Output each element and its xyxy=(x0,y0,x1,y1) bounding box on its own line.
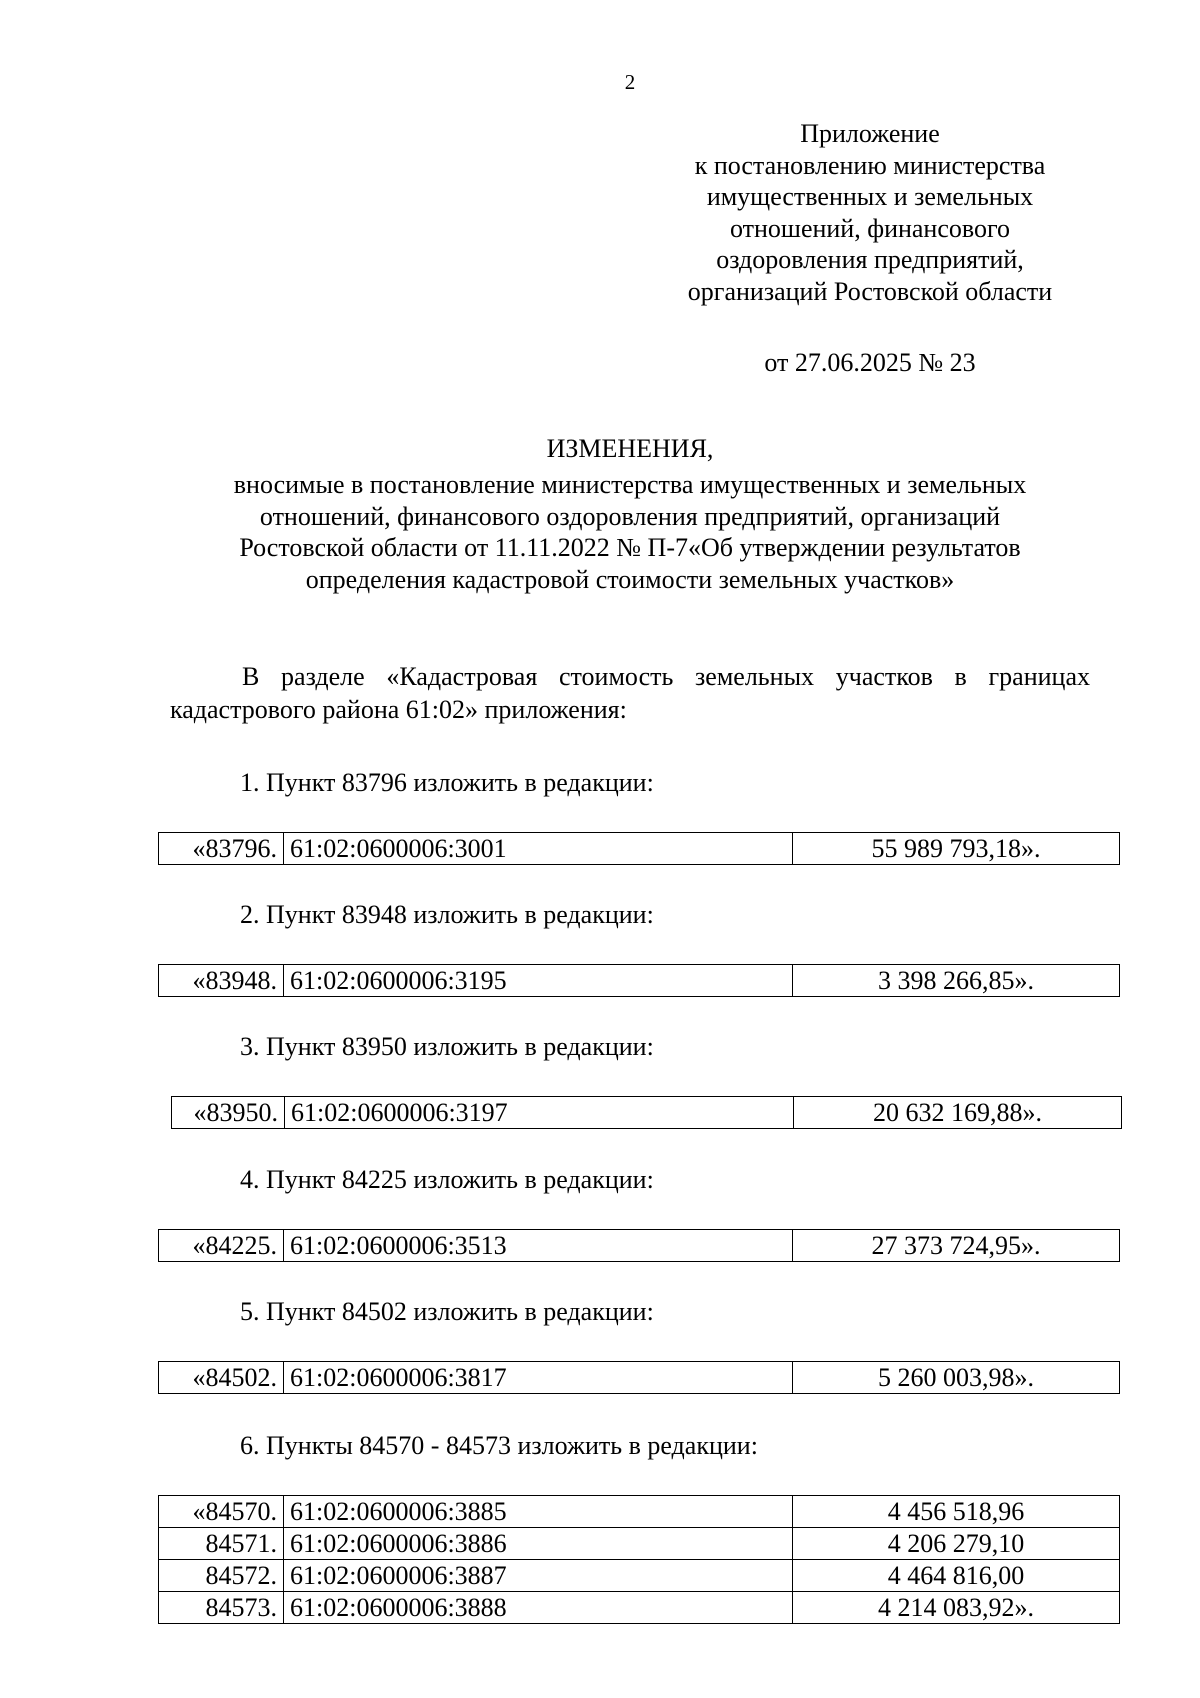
appendix-line: к постановлению министерства xyxy=(694,150,1046,180)
cadastral-value: 20 632 169,88». xyxy=(794,1097,1122,1129)
cadastral-number: 61:02:0600006:3886 xyxy=(284,1528,793,1560)
table-row xyxy=(159,965,1120,997)
cadastral-number: 61:02:0600006:3885 xyxy=(284,1496,793,1528)
subtitle-line: отношений, финансового оздоровления предприятий, организаций xyxy=(259,501,1001,531)
cadastral-value: 3 398 266,85». xyxy=(793,965,1120,997)
appendix-block xyxy=(650,118,1090,308)
appendix-line: Приложение xyxy=(800,119,940,148)
table-row xyxy=(159,1528,1120,1560)
row-number: «83948. xyxy=(159,965,284,997)
cadastral-value: 27 373 724,95». xyxy=(793,1230,1120,1262)
item-heading: 6. Пункты 84570 - 84573 изложить в редакции: xyxy=(240,1431,758,1460)
row-number: 84572. xyxy=(159,1560,284,1592)
table-row xyxy=(159,1496,1120,1528)
appendix-line: организаций Ростовской области xyxy=(687,276,1053,306)
row-number: 84573. xyxy=(159,1592,284,1624)
table-row xyxy=(159,1592,1120,1624)
cadastral-number: 61:02:0600006:3887 xyxy=(284,1560,793,1592)
cadastral-number: 61:02:0600006:3001 xyxy=(284,833,793,865)
cadastral-value: 55 989 793,18». xyxy=(793,833,1120,865)
item-heading: 3. Пункт 83950 изложить в редакции: xyxy=(240,1032,654,1061)
item-heading: 5. Пункт 84502 изложить в редакции: xyxy=(240,1297,654,1326)
subtitle-line: Ростовской области от 11.11.2022 № П-7«Об утверждении результатов xyxy=(239,533,1021,562)
subtitle-line: определения кадастровой стоимости земельных участков» xyxy=(305,564,955,594)
cadastral-value: 4 206 279,10 xyxy=(793,1528,1120,1560)
row-number: «83950. xyxy=(172,1097,285,1129)
row-number: «83796. xyxy=(159,833,284,865)
item-heading: 1. Пункт 83796 изложить в редакции: xyxy=(240,768,654,797)
item-table xyxy=(158,832,1120,865)
appendix-date: от 27.06.2025 № 23 xyxy=(764,348,976,377)
cadastral-value: 5 260 003,98». xyxy=(793,1362,1120,1394)
appendix-line: оздоровления предприятий, xyxy=(716,245,1024,275)
item-table xyxy=(158,1495,1120,1624)
document-title: ИЗМЕНЕНИЯ, xyxy=(546,434,714,463)
appendix-line: имущественных и земельных xyxy=(706,182,1034,212)
item-table xyxy=(171,1096,1122,1129)
intro-paragraph xyxy=(170,660,1090,726)
page-number: 2 xyxy=(624,70,636,94)
subtitle-line: вносимые в постановление министерства имущественных и земельных xyxy=(233,470,1027,499)
appendix-line: отношений, финансового xyxy=(729,213,1011,243)
row-number: «84225. xyxy=(159,1230,284,1262)
cadastral-number: 61:02:0600006:3817 xyxy=(284,1362,793,1394)
cadastral-value: 4 464 816,00 xyxy=(793,1560,1120,1592)
table-row xyxy=(159,1560,1120,1592)
row-number: «84570. xyxy=(159,1496,284,1528)
cadastral-value: 4 456 518,96 xyxy=(793,1496,1120,1528)
cadastral-value: 4 214 083,92». xyxy=(793,1592,1120,1624)
item-table xyxy=(158,1229,1120,1262)
item-table xyxy=(158,1361,1120,1394)
table-row xyxy=(159,1230,1120,1262)
cadastral-number: 61:02:0600006:3888 xyxy=(284,1592,793,1624)
document-subtitle xyxy=(150,469,1110,595)
cadastral-number: 61:02:0600006:3197 xyxy=(285,1097,794,1129)
cadastral-number: 61:02:0600006:3195 xyxy=(284,965,793,997)
table-row xyxy=(159,1362,1120,1394)
row-number: 84571. xyxy=(159,1528,284,1560)
cadastral-number: 61:02:0600006:3513 xyxy=(284,1230,793,1262)
item-heading: 2. Пункт 83948 изложить в редакции: xyxy=(240,900,654,929)
item-table xyxy=(158,964,1120,997)
table-row xyxy=(172,1097,1122,1129)
row-number: «84502. xyxy=(159,1362,284,1394)
intro-text: В разделе «Кадастровая стоимость земельных участков в границах кадастрового района 61:02» приложения: xyxy=(170,662,1090,724)
item-heading: 4. Пункт 84225 изложить в редакции: xyxy=(240,1165,654,1194)
table-row xyxy=(159,833,1120,865)
